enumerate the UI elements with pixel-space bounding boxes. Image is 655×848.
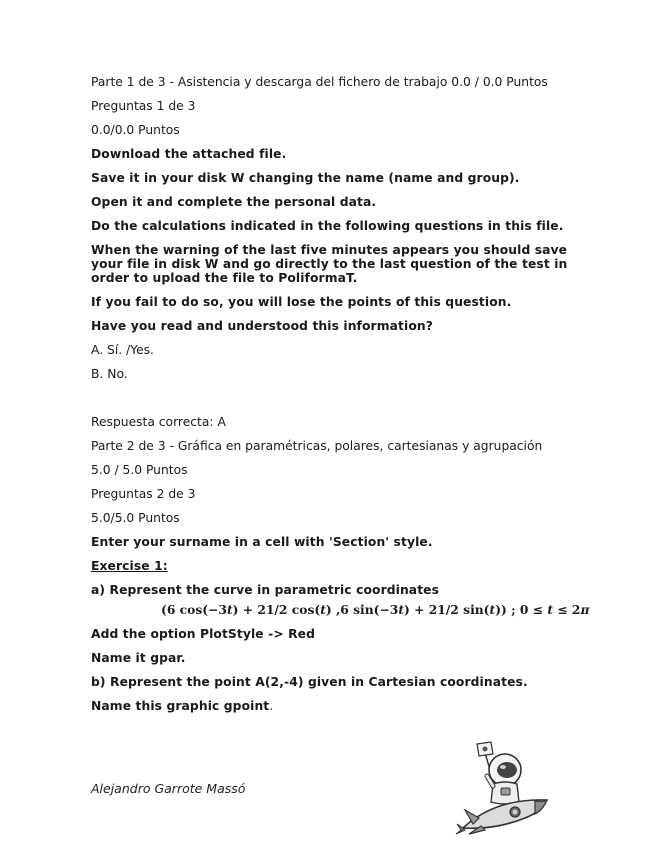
instruction-calculations: Do the calculations indicated in the following questions in this file. bbox=[91, 219, 564, 233]
part2-points: 5.0/5.0 Puntos bbox=[91, 511, 180, 525]
option-b: B. No. bbox=[91, 367, 128, 381]
plotstyle-instruction: Add the option PlotStyle -> Red bbox=[91, 627, 316, 641]
instruction-warning: When the warning of the last five minutes appears you should save your file in disk W and go directly to the last question of the test in order to upload the file to PoliformaT. bbox=[91, 243, 568, 285]
part2-score: 5.0 / 5.0 Puntos bbox=[91, 463, 188, 477]
instruction-open: Open it and complete the personal data. bbox=[91, 195, 377, 209]
part1-header: Parte 1 de 3 - Asistencia y descarga del fichero de trabajo 0.0 / 0.0 Puntos bbox=[91, 75, 548, 89]
part1-questions: Preguntas 1 de 3 bbox=[91, 99, 196, 113]
parametric-formula: (6 cos(−3t) + 21/2 cos(t) ,6 sin(−3t) + 21/2 sin(t)) ; 0 ≤ t ≤ 2π bbox=[161, 602, 590, 617]
instruction-save: Save it in your disk W changing the name (name and group). bbox=[91, 171, 520, 185]
item-a: a) Represent the curve in parametric coordinates bbox=[91, 583, 440, 597]
name-gpoint: Name this graphic gpoint. bbox=[91, 699, 274, 713]
astronaut-rocket-icon bbox=[455, 740, 555, 836]
name-gpar: Name it gpar. bbox=[91, 651, 186, 665]
item-b: b) Represent the point A(2,-4) given in Cartesian coordinates. bbox=[91, 675, 528, 689]
part2-questions: Preguntas 2 de 3 bbox=[91, 487, 196, 501]
instruction-download: Download the attached file. bbox=[91, 147, 287, 161]
exercise-title: Exercise 1: bbox=[91, 559, 168, 573]
part1-points: 0.0/0.0 Puntos bbox=[91, 123, 180, 137]
part2-header: Parte 2 de 3 - Gráfica en paramétricas, polares, cartesianas y agrupación bbox=[91, 439, 543, 453]
author-name: Alejandro Garrote Massó bbox=[91, 781, 246, 796]
surname-instruction: Enter your surname in a cell with 'Section' style. bbox=[91, 535, 433, 549]
correct-answer: Respuesta correcta: A bbox=[91, 415, 226, 429]
instruction-fail: If you fail to do so, you will lose the points of this question. bbox=[91, 295, 512, 309]
document-body bbox=[91, 72, 590, 713]
option-a: A. Sí. /Yes. bbox=[91, 343, 154, 357]
question-understood: Have you read and understood this information? bbox=[91, 319, 433, 333]
